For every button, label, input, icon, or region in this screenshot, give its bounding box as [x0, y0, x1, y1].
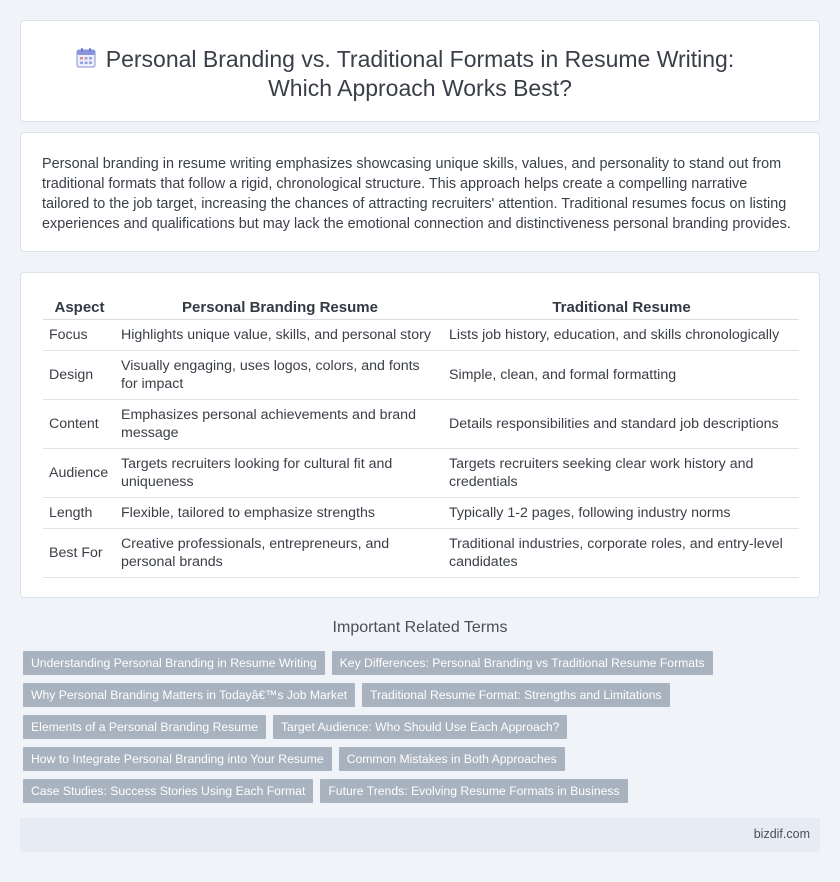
table-cell: Length: [43, 498, 116, 529]
related-term-link[interactable]: How to Integrate Personal Branding into Your Resume: [23, 747, 332, 771]
related-term-link[interactable]: Case Studies: Success Stories Using Each Format: [23, 779, 313, 803]
column-header-traditional: Traditional Resume: [444, 295, 799, 320]
table-cell: Visually engaging, uses logos, colors, and fonts for impact: [116, 351, 444, 400]
related-terms-list: [23, 651, 703, 811]
related-term-link[interactable]: Key Differences: Personal Branding vs Traditional Resume Formats: [332, 651, 713, 675]
table-row: [43, 351, 799, 400]
column-header-personal-branding: Personal Branding Resume: [116, 295, 444, 320]
table-row: [43, 498, 799, 529]
table-row: [43, 529, 799, 578]
table-cell: Flexible, tailored to emphasize strengths: [116, 498, 444, 529]
footer-site-link[interactable]: bizdif.com: [753, 827, 810, 841]
table-cell: Targets recruiters seeking clear work history and credentials: [444, 449, 799, 498]
header-card: [20, 20, 820, 122]
table-cell: Targets recruiters looking for cultural fit and uniqueness: [116, 449, 444, 498]
table-cell: Audience: [43, 449, 116, 498]
comparison-table: [43, 295, 799, 578]
table-cell: Lists job history, education, and skills chronologically: [444, 320, 799, 351]
table-cell: Creative professionals, entrepreneurs, and personal brands: [116, 529, 444, 578]
table-cell: Typically 1-2 pages, following industry norms: [444, 498, 799, 529]
table-row: [43, 400, 799, 449]
intro-paragraph: Personal branding in resume writing emphasizes showcasing unique skills, values, and personality to stand out from traditional formats that follow a rigid, chronological structure. This approach helps create a compelling narrative tailored to the job target, increasing the chances of attracting recruiters' attention. Traditional resumes focus on listing experiences and qualifications but may lack the emotional connection and distinctiveness personal branding provides.: [42, 156, 791, 232]
related-term-link[interactable]: Target Audience: Who Should Use Each Approach?: [273, 715, 567, 739]
table-cell: Simple, clean, and formal formatting: [444, 351, 799, 400]
related-term-link[interactable]: Why Personal Branding Matters in Todayâ€™s Job Market: [23, 683, 355, 707]
related-term-link[interactable]: Future Trends: Evolving Resume Formats in Business: [320, 779, 627, 803]
table-cell: Emphasizes personal achievements and brand message: [116, 400, 444, 449]
related-term-link[interactable]: Common Mistakes in Both Approaches: [339, 747, 565, 771]
table-cell: Highlights unique value, skills, and personal story: [116, 320, 444, 351]
page-title: [21, 45, 819, 103]
table-header-row: [43, 295, 799, 320]
related-terms-heading: Important Related Terms: [332, 619, 508, 636]
table-cell: Content: [43, 400, 116, 449]
related-term-link[interactable]: Understanding Personal Branding in Resume Writing: [23, 651, 325, 675]
table-row: [43, 320, 799, 351]
table-cell: Best For: [43, 529, 116, 578]
table-row: [43, 449, 799, 498]
related-term-link[interactable]: Elements of a Personal Branding Resume: [23, 715, 266, 739]
comparison-card: [20, 272, 820, 598]
page-title-line-2: Which Approach Works Best?: [268, 75, 572, 101]
table-cell: Details responsibilities and standard job descriptions: [444, 400, 799, 449]
table-cell: Design: [43, 351, 116, 400]
page-title-line-1: Personal Branding vs. Traditional Formats in Resume Writing:: [105, 46, 735, 72]
table-cell: Traditional industries, corporate roles, and entry-level candidates: [444, 529, 799, 578]
related-term-link[interactable]: Traditional Resume Format: Strengths and Limitations: [362, 683, 670, 707]
table-cell: Focus: [43, 320, 116, 351]
footer: [20, 818, 820, 852]
intro-card: [20, 132, 820, 252]
column-header-aspect: Aspect: [43, 295, 116, 320]
